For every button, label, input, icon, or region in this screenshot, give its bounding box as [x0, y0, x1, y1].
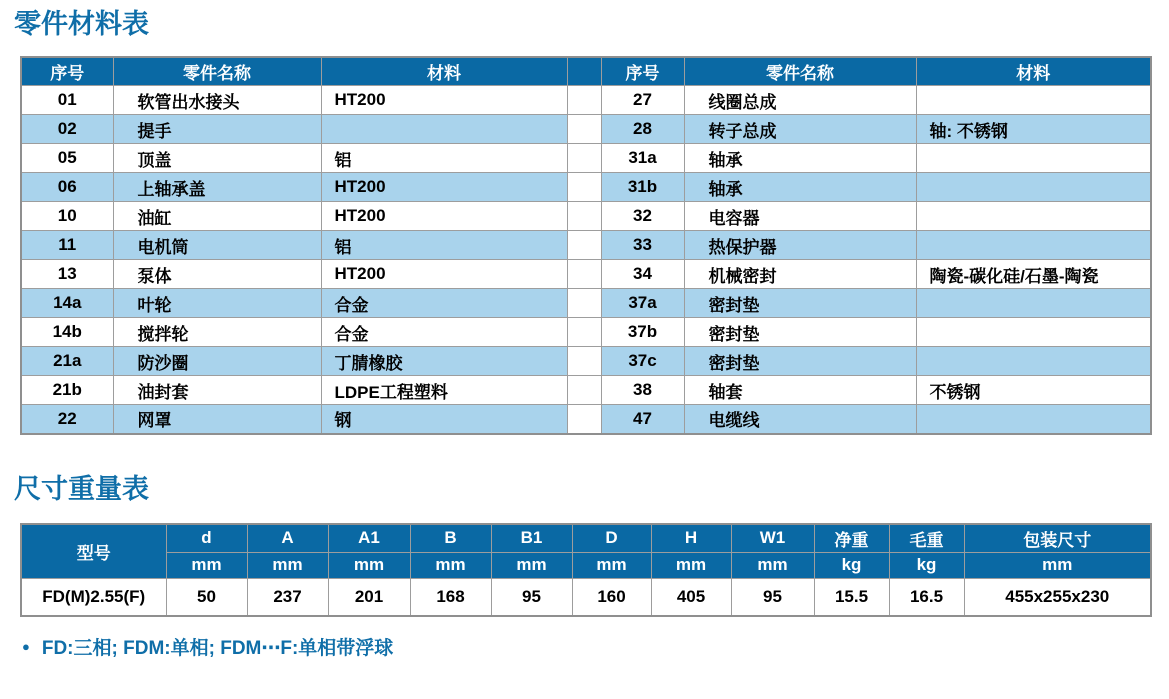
part-name: 轴承: [684, 173, 916, 202]
parts-material-table: [20, 56, 1152, 435]
dims-header-row: [21, 524, 1151, 553]
value-cell: 160: [572, 578, 651, 616]
part-no: 01: [21, 86, 113, 115]
table-gap-cell: [567, 289, 601, 318]
col-header-d: d: [166, 524, 247, 553]
footnote-text: FD:三相; FDM:单相; FDM⋯F:单相带浮球: [41, 638, 394, 659]
unit-cell: kg: [889, 552, 964, 578]
col-header-D: D: [572, 524, 651, 553]
part-no: 37b: [601, 318, 684, 347]
unit-cell: mm: [572, 552, 651, 578]
unit-cell: mm: [964, 552, 1151, 578]
part-name: 顶盖: [113, 144, 321, 173]
part-name: 泵体: [113, 260, 321, 289]
part-no: 47: [601, 405, 684, 434]
part-no: 37c: [601, 347, 684, 376]
part-no: 06: [21, 173, 113, 202]
part-material: HT200: [321, 202, 567, 231]
part-name: 上轴承盖: [113, 173, 321, 202]
value-cell: 95: [491, 578, 572, 616]
part-no: 22: [21, 405, 113, 434]
part-name: 油缸: [113, 202, 321, 231]
parts-row: [21, 405, 1151, 434]
part-material: 陶瓷-碳化硅/石墨-陶瓷: [916, 260, 1151, 289]
part-no: 27: [601, 86, 684, 115]
part-name: 搅拌轮: [113, 318, 321, 347]
col-header-model: 型号: [21, 524, 166, 579]
parts-row: [21, 115, 1151, 144]
unit-cell: mm: [410, 552, 491, 578]
part-material: HT200: [321, 86, 567, 115]
parts-row: [21, 173, 1151, 202]
part-name: 机械密封: [684, 260, 916, 289]
table-gap-cell: [567, 347, 601, 376]
part-material: 丁腈橡胶: [321, 347, 567, 376]
unit-cell: mm: [491, 552, 572, 578]
table-gap-cell: [567, 173, 601, 202]
part-name: 密封垫: [684, 318, 916, 347]
part-no: 32: [601, 202, 684, 231]
col-header-B: B: [410, 524, 491, 553]
col-header-name: 零件名称: [684, 57, 916, 86]
table-gap-cell: [567, 231, 601, 260]
part-no: 05: [21, 144, 113, 173]
part-name: 热保护器: [684, 231, 916, 260]
part-material: [916, 173, 1151, 202]
col-header-name: 零件名称: [113, 57, 321, 86]
part-name: 叶轮: [113, 289, 321, 318]
part-material: [916, 405, 1151, 434]
dims-units-row: [21, 552, 1151, 578]
part-material: 轴: 不锈钢: [916, 115, 1151, 144]
part-material: [916, 86, 1151, 115]
unit-cell: mm: [328, 552, 410, 578]
part-name: 提手: [113, 115, 321, 144]
part-no: 31a: [601, 144, 684, 173]
table-gap-cell: [567, 202, 601, 231]
parts-row: [21, 347, 1151, 376]
parts-row: [21, 318, 1151, 347]
col-header-material: 材料: [916, 57, 1151, 86]
part-no: 02: [21, 115, 113, 144]
part-name: 轴承: [684, 144, 916, 173]
part-no: 11: [21, 231, 113, 260]
part-name: 转子总成: [684, 115, 916, 144]
part-no: 33: [601, 231, 684, 260]
value-cell: 95: [731, 578, 814, 616]
part-material: [916, 318, 1151, 347]
value-cell: 168: [410, 578, 491, 616]
unit-cell: kg: [814, 552, 889, 578]
col-header-net-weight: 净重: [814, 524, 889, 553]
part-no: 21a: [21, 347, 113, 376]
value-cell: 201: [328, 578, 410, 616]
part-name: 电容器: [684, 202, 916, 231]
col-header-material: 材料: [321, 57, 567, 86]
col-header-H: H: [651, 524, 731, 553]
table-gap-cell: [567, 144, 601, 173]
value-cell: 455x255x230: [964, 578, 1151, 616]
value-cell: 405: [651, 578, 731, 616]
part-material: 铝: [321, 231, 567, 260]
unit-cell: mm: [166, 552, 247, 578]
parts-row: [21, 144, 1151, 173]
part-material: 铝: [321, 144, 567, 173]
part-material: 合金: [321, 289, 567, 318]
part-material: [916, 347, 1151, 376]
part-material: [916, 202, 1151, 231]
parts-row: [21, 86, 1151, 115]
part-name: 线圈总成: [684, 86, 916, 115]
table-gap-cell: [567, 115, 601, 144]
part-material: HT200: [321, 173, 567, 202]
model-cell: FD(M)2.55(F): [21, 578, 166, 616]
dimension-weight-table: [20, 523, 1152, 618]
part-material: HT200: [321, 260, 567, 289]
part-no: 14b: [21, 318, 113, 347]
part-name: 防沙圈: [113, 347, 321, 376]
col-header-B1: B1: [491, 524, 572, 553]
table-gap-cell: [567, 376, 601, 405]
table-gap-cell: [567, 318, 601, 347]
table-gap-cell: [567, 260, 601, 289]
parts-row: [21, 202, 1151, 231]
part-material: LDPE工程塑料: [321, 376, 567, 405]
part-name: 密封垫: [684, 347, 916, 376]
parts-row: [21, 376, 1151, 405]
part-no: 21b: [21, 376, 113, 405]
part-material: [916, 289, 1151, 318]
parts-header-row: [21, 57, 1151, 86]
col-header-gross-weight: 毛重: [889, 524, 964, 553]
part-no: 10: [21, 202, 113, 231]
part-name: 网罩: [113, 405, 321, 434]
part-no: 13: [21, 260, 113, 289]
col-header-W1: W1: [731, 524, 814, 553]
part-name: 软管出水接头: [113, 86, 321, 115]
value-cell: 50: [166, 578, 247, 616]
dimension-table-title: 尺寸重量表: [14, 473, 149, 504]
footnote: [22, 633, 1169, 660]
unit-cell: mm: [651, 552, 731, 578]
col-header-A1: A1: [328, 524, 410, 553]
part-material: 钢: [321, 405, 567, 434]
part-name: 电缆线: [684, 405, 916, 434]
table-gap-cell: [567, 86, 601, 115]
table-gap-cell: [567, 405, 601, 434]
parts-row: [21, 289, 1151, 318]
value-cell: 15.5: [814, 578, 889, 616]
header-gap-cell: [567, 57, 601, 86]
value-cell: 237: [247, 578, 328, 616]
part-material: [916, 231, 1151, 260]
part-no: 37a: [601, 289, 684, 318]
value-cell: 16.5: [889, 578, 964, 616]
col-header-A: A: [247, 524, 328, 553]
part-material: 不锈钢: [916, 376, 1151, 405]
part-no: 38: [601, 376, 684, 405]
part-name: 轴套: [684, 376, 916, 405]
part-name: 密封垫: [684, 289, 916, 318]
part-no: 31b: [601, 173, 684, 202]
part-no: 14a: [21, 289, 113, 318]
dims-data-row: [21, 578, 1151, 616]
parts-table-title: 零件材料表: [14, 9, 149, 39]
unit-cell: mm: [247, 552, 328, 578]
unit-cell: mm: [731, 552, 814, 578]
part-name: 油封套: [113, 376, 321, 405]
col-header-no: 序号: [601, 57, 684, 86]
col-header-no: 序号: [21, 57, 113, 86]
part-material: 合金: [321, 318, 567, 347]
part-no: 28: [601, 115, 684, 144]
bullet-icon: ●: [22, 639, 30, 654]
parts-row: [21, 260, 1151, 289]
parts-row: [21, 231, 1151, 260]
part-name: 电机筒: [113, 231, 321, 260]
part-material: [916, 144, 1151, 173]
col-header-package-size: 包装尺寸: [964, 524, 1151, 553]
part-material: [321, 115, 567, 144]
part-no: 34: [601, 260, 684, 289]
